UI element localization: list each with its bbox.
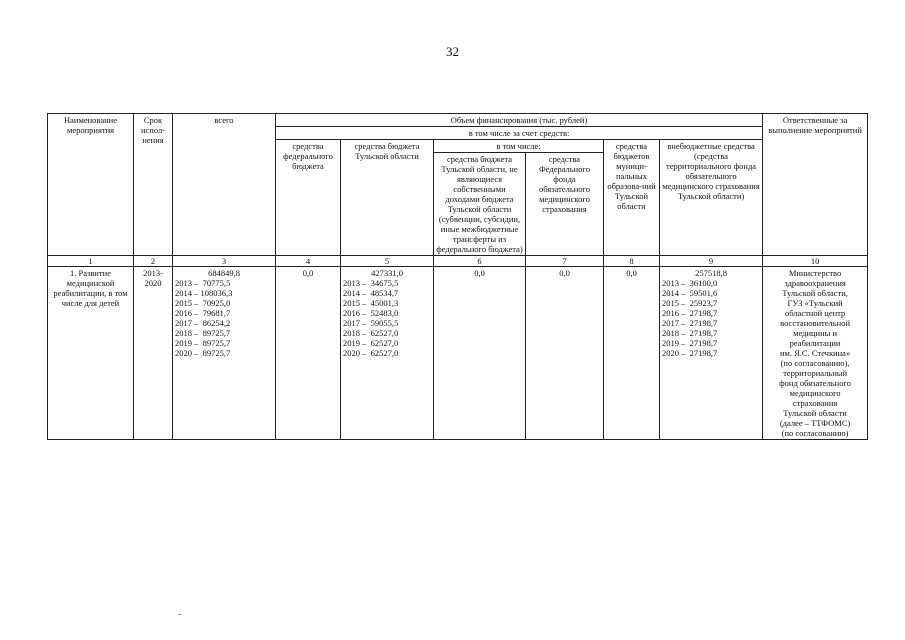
column-number: 4 bbox=[276, 256, 341, 267]
table-row bbox=[48, 267, 868, 440]
activity-term: 2013-2020 bbox=[134, 267, 173, 440]
column-number: 8 bbox=[604, 256, 660, 267]
year-line: 2019 – 89725,7 bbox=[175, 338, 231, 349]
responsible-line: фонд обязательного bbox=[779, 378, 852, 389]
federal-value: 0,0 bbox=[276, 267, 341, 440]
responsible-line: медицины и bbox=[793, 328, 838, 339]
year-line: 2015 – 25923,7 bbox=[662, 298, 718, 309]
responsible-line: Тульской области bbox=[783, 408, 847, 419]
column-number-row bbox=[48, 256, 868, 267]
year-line: 2015 – 45001,3 bbox=[343, 298, 399, 309]
header-including-sources: в том числе за счет средств: bbox=[276, 127, 763, 140]
column-number: 7 bbox=[526, 256, 604, 267]
year-line: 2013 – 36100,0 bbox=[662, 278, 718, 289]
total-years bbox=[175, 278, 273, 358]
responsible-cell bbox=[763, 267, 868, 440]
year-line: 2020 – 62527,0 bbox=[343, 348, 399, 359]
year-line: 2018 – 89725,7 bbox=[175, 328, 231, 339]
responsible-line: им. Я.С. Стечкина» bbox=[779, 348, 851, 359]
responsible-line: (по согласованию), bbox=[780, 358, 850, 369]
responsible-line: реабилитации bbox=[789, 338, 841, 349]
year-line: 2017 – 59055,5 bbox=[343, 318, 399, 329]
scan-mark bbox=[178, 614, 181, 615]
regional-cell bbox=[341, 267, 434, 440]
year-line: 2015 – 70925,0 bbox=[175, 298, 231, 309]
year-line: 2014 – 108036,3 bbox=[175, 288, 233, 299]
year-line: 2016 – 79681,7 bbox=[175, 308, 231, 319]
header-total: всего bbox=[173, 114, 276, 256]
responsible-line: (по согласованию) bbox=[781, 428, 849, 439]
responsible-line: медицинского bbox=[789, 388, 841, 399]
header-financing: Объем финансирования (тыс. рублей) bbox=[276, 114, 763, 127]
column-number: 6 bbox=[434, 256, 526, 267]
column-number: 3 bbox=[173, 256, 276, 267]
year-line: 2019 – 62527,0 bbox=[343, 338, 399, 349]
header-regional: средства бюджета Тульской области bbox=[341, 140, 434, 256]
column-number: 1 bbox=[48, 256, 134, 267]
year-line: 2018 – 27198,7 bbox=[662, 328, 718, 339]
year-line: 2014 – 59501,6 bbox=[662, 288, 718, 299]
header-responsible: Ответственные за выполнение мероприятий bbox=[763, 114, 868, 256]
header-term: Срок испол-нения bbox=[134, 114, 173, 256]
responsible-line: Тульской области, bbox=[782, 288, 848, 299]
year-line: 2014 – 48534,7 bbox=[343, 288, 399, 299]
year-line: 2020 – 89725,7 bbox=[175, 348, 231, 359]
header-federal-fund: средства Федерального фонда обязательного медицинского страхования bbox=[526, 153, 604, 256]
federal-fund-value: 0,0 bbox=[526, 267, 604, 440]
header-extrabudget: внебюджетные средства (средства территориального фонда обязательного медицинского страхования Тульской области) bbox=[660, 140, 763, 256]
extrabudget-cell bbox=[660, 267, 763, 440]
responsible-line: восстановительной bbox=[780, 318, 851, 329]
activity-name: 1. Развитие медицинской реабилитации, в том числе для детей bbox=[48, 267, 134, 440]
header-name: Наименование мероприятия bbox=[48, 114, 134, 256]
year-line: 2013 – 34675,5 bbox=[343, 278, 399, 289]
column-number: 5 bbox=[341, 256, 434, 267]
year-line: 2017 – 86254,2 bbox=[175, 318, 231, 329]
responsible-line: (далее – ТТФОМС) bbox=[779, 418, 851, 429]
header-federal: средства федерального бюджета bbox=[276, 140, 341, 256]
year-line: 2020 – 27198,7 bbox=[662, 348, 718, 359]
regional-years bbox=[343, 278, 431, 358]
financing-table bbox=[47, 113, 868, 440]
year-line: 2013 – 70775,5 bbox=[175, 278, 231, 289]
responsible-line: ГУЗ «Тульский bbox=[787, 298, 843, 309]
year-line: 2019 – 27198,7 bbox=[662, 338, 718, 349]
total-sum: 684849,8 bbox=[208, 268, 240, 279]
responsible-line: областной центр bbox=[784, 308, 846, 319]
regional-not-own-value: 0,0 bbox=[434, 267, 526, 440]
responsible-line: Министерство bbox=[788, 268, 842, 279]
header-regional-not-own: средства бюджета Тульской области, не являющиеся собственными доходами бюджета Тульской области (субвенции, субсидии, иные межбюджетные трансферты из федерального бюджета) bbox=[434, 153, 526, 256]
responsible-line: территориальный bbox=[783, 368, 848, 379]
municipal-value: 0,0 bbox=[604, 267, 660, 440]
header-in-that-number: в том числе: bbox=[434, 140, 604, 153]
responsible-line: здравоохранения bbox=[784, 278, 846, 289]
page-number: 32 bbox=[446, 44, 459, 59]
header-municipal: средства бюджетов муници-пальных образова-ний Тульской области bbox=[604, 140, 660, 256]
year-line: 2016 – 27198,7 bbox=[662, 308, 718, 319]
year-line: 2017 – 27198,7 bbox=[662, 318, 718, 329]
column-number: 10 bbox=[763, 256, 868, 267]
total-cell bbox=[173, 267, 276, 440]
regional-sum: 427331,0 bbox=[371, 268, 403, 279]
column-number: 9 bbox=[660, 256, 763, 267]
extrabudget-sum: 257518,8 bbox=[695, 268, 727, 279]
column-number: 2 bbox=[134, 256, 173, 267]
year-line: 2016 – 52483,0 bbox=[343, 308, 399, 319]
responsible-line: страхования bbox=[792, 398, 838, 409]
header-row-1 bbox=[48, 114, 868, 127]
year-line: 2018 – 62527,0 bbox=[343, 328, 399, 339]
extrabudget-years bbox=[662, 278, 760, 358]
